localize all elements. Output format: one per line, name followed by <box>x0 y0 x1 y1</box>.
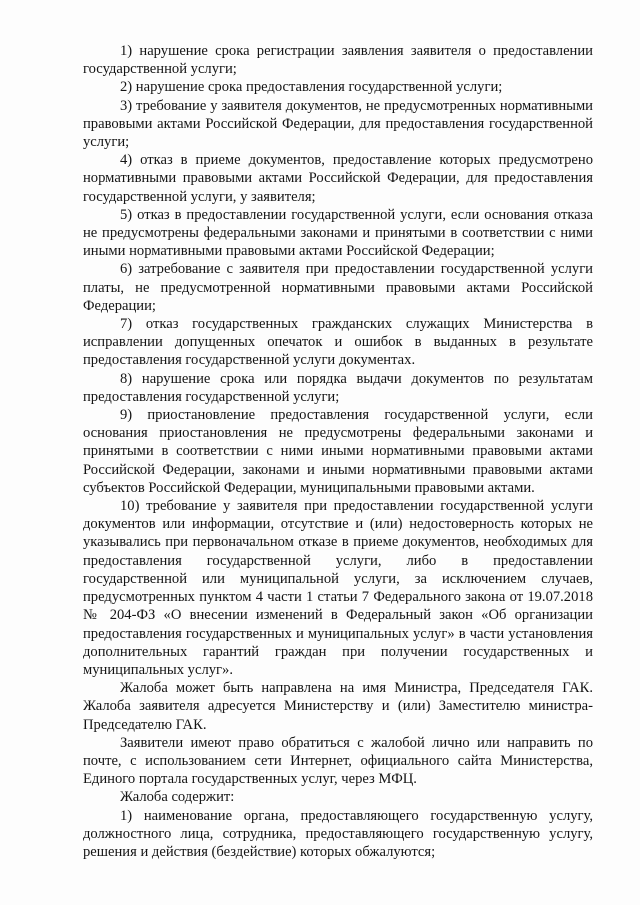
paragraph-violation-service-deadline: 2) нарушение срока предоставления государственной услуги; <box>120 79 503 96</box>
paragraph-violation-issue-procedure: 8) нарушение срока или порядка выдачи документов по результатам предоставления государственной услуги; <box>83 370 593 405</box>
document-body <box>83 42 593 861</box>
paragraph-complaint-channels: Заявители имеют право обратиться с жалобой лично или направить по почте, с использованием сети Интернет, официального сайта Министерства, Единого портала государственных услуг, через МФЦ. <box>83 734 593 788</box>
paragraph-refusal-fix-typos: 7) отказ государственных гражданских служащих Министерства в исправлении допущенных опечаток и ошибок в выданных в результате предоставления государственной услуги документах. <box>83 316 593 369</box>
paragraph-complaint-contents-item-1: 1) наименование органа, предоставляющего государственную услугу, должностного лица, сотрудника, предоставляющего государственную услугу, решения и действия (бездействие) которых обжалуются; <box>83 807 593 860</box>
paragraph-refusal-service: 5) отказ в предоставлении государственной услуги, если основания отказа не предусмотрены федеральными законами и принятыми в соответствии с ними иными нормативными правовыми актами Российской Федерации; <box>83 206 593 260</box>
paragraph-unlisted-documents-demand: 10) требование у заявителя при предоставлении государственной услуги документов или информации, отсутствие и (или) недостоверность которых не указывались при первоначальном отказе в приеме документов, необходимых для предоставления государственной услуги, либо в предоставлении государственной или муниципальной услуги, за исключением случаев, предусмотренных пунктом 4 части 1 статьи 7 Федерального закона от 19.07.2018 № 204-ФЗ «О внесении изменений в Федеральный закон «Об организации предоставления государственных и муниципальных услуг» в части установления дополнительных гарантий граждан при получении государственных и муниципальных услуг». <box>83 498 593 678</box>
paragraph-refusal-accept-documents: 4) отказ в приеме документов, предоставление которых предусмотрено нормативными правовыми актами Российской Федерации, для предоставления государственной услуги, у заявителя; <box>83 152 593 205</box>
paragraph-complaint-addressee: Жалоба может быть направлена на имя Министра, Председателя ГАК. Жалоба заявителя адресуется Министерству и (или) Заместителю министра-Председателю ГАК. <box>83 680 593 733</box>
paragraph-excess-documents-demand: 3) требование у заявителя документов, не предусмотренных нормативными правовыми актами Российской Федерации, для предоставления государственной услуги; <box>83 97 593 151</box>
paragraph-payment-demand: 6) затребование с заявителя при предоставлении государственной услуги платы, не предусмотренной нормативными правовыми актами Российской Федерации; <box>83 261 593 314</box>
paragraph-violation-registration-deadline: 1) нарушение срока регистрации заявления заявителя о предоставлении государственной услуги; <box>83 43 593 78</box>
paragraph-service-suspension: 9) приостановление предоставления государственной услуги, если основания приостановления не предусмотрены федеральными законами и принятыми в соответствии с ними иными нормативными правовыми актами Российской Федерации, законами и иными нормативными правовыми актами субъектов Российской Федерации, муниципальными правовыми актами. <box>83 407 593 496</box>
paragraph-complaint-contents-heading: Жалоба содержит: <box>120 789 235 806</box>
